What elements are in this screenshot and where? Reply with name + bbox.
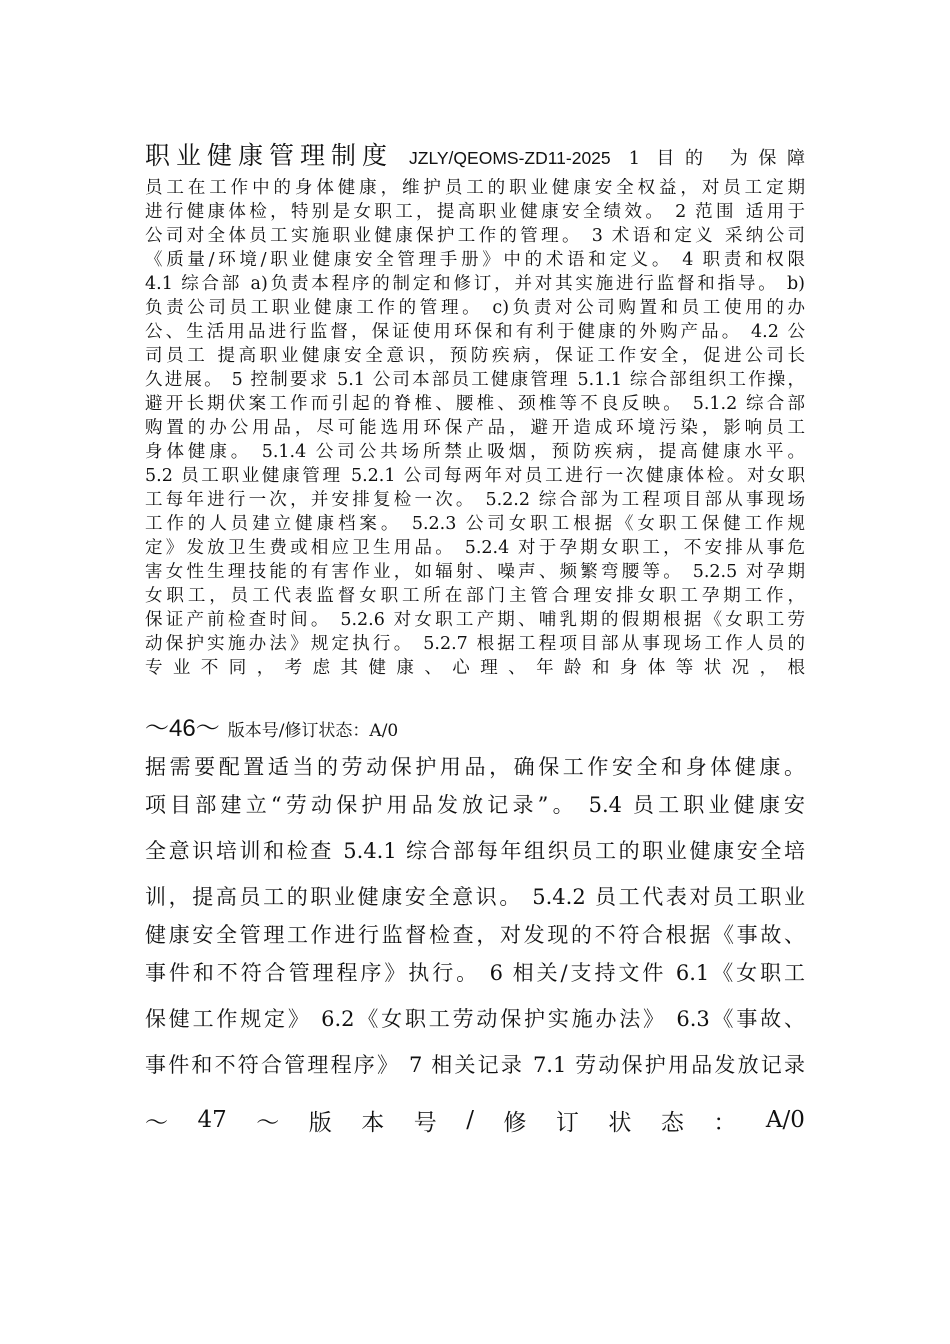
title-line-continuation: 1 目的 为保障 xyxy=(628,148,805,169)
page-number: 47 xyxy=(197,1107,227,1133)
version-status: 版本号/修订状态：A/0 xyxy=(227,721,399,741)
body-line: 专业不同，考虑其健康、心理、年龄和身体等状况，根 xyxy=(145,658,805,678)
document-code: JZLY/QEOMS-ZD11-2025 xyxy=(409,148,611,168)
body-line: 工每年进行一次，并安排复检一次。 5.2.2 综合部为工程项目部从事现场 xyxy=(145,490,805,510)
footer-glyph: 号 xyxy=(413,1109,437,1136)
body-line: 害女性生理技能的有害作业，如辐射、噪声、频繁弯腰等。 5.2.5 对孕期 xyxy=(145,562,805,582)
footer-glyph: ～ xyxy=(145,1109,168,1136)
footer-glyph: 订 xyxy=(555,1109,579,1136)
footer-glyph: ： xyxy=(713,1109,737,1136)
body-line: 4.1 综合部 a)负责本程序的制定和修订，并对其实施进行监督和指导。 b) xyxy=(145,274,805,294)
footer-glyph: 本 xyxy=(361,1109,385,1136)
footer-glyph: ～ xyxy=(256,1109,280,1136)
document-title: 职业健康管理制度 xyxy=(145,141,394,170)
body-line: 动保护实施办法》规定执行。 5.2.7 根据工程项目部从事现场工作人员的 xyxy=(145,634,805,654)
footer-glyph: 版 xyxy=(308,1109,332,1136)
body-line: 购置的办公用品，尽可能选用环保产品，避开造成环境污染，影响员工 xyxy=(145,418,805,438)
title-line xyxy=(145,136,805,170)
body-line: 公司对全体员工实施职业健康保护工作的管理。 3 术语和定义 采纳公司 xyxy=(145,226,805,246)
footer-glyph: 修 xyxy=(503,1109,527,1136)
page-footer-47 xyxy=(145,1100,805,1140)
body-line: 训，提高员工的职业健康安全意识。 5.4.2 员工代表对员工职业 xyxy=(145,885,805,909)
body-line: 保健工作规定》 6.2《女职工劳动保护实施办法》 6.3《事故、 xyxy=(145,1007,805,1031)
body-line: 项目部建立“劳动保护用品发放记录”。 5.4 员工职业健康安 xyxy=(145,793,805,817)
body-line: 进行健康体检，特别是女职工，提高职业健康安全绩效。 2 范围 适用于 xyxy=(145,202,805,222)
body-line: 健康安全管理工作进行监督检查，对发现的不符合根据《事故、 xyxy=(145,923,805,947)
body-line: 工作的人员建立健康档案。 5.2.3 公司女职工根据《女职工保健工作规 xyxy=(145,514,805,534)
page-number: ～46～ xyxy=(145,715,220,742)
body-line: 久进展。 5 控制要求 5.1 公司本部员工健康管理 5.1.1 综合部组织工作操， xyxy=(145,370,805,390)
body-line: 据需要配置适当的劳动保护用品，确保工作安全和身体健康。 xyxy=(145,755,805,779)
body-line: 事件和不符合管理程序》 7 相关记录 7.1 劳动保护用品发放记录 xyxy=(145,1053,805,1077)
footer-glyph: 态 xyxy=(660,1109,684,1136)
body-line: 事件和不符合管理程序》执行。 6 相关/支持文件 6.1《女职工 xyxy=(145,961,805,985)
page-footer-46 xyxy=(145,708,398,743)
body-line: 避开长期伏案工作而引起的脊椎、腰椎、颈椎等不良反映。 5.1.2 综合部 xyxy=(145,394,805,414)
body-line: 司员工 提高职业健康安全意识，预防疾病，保证工作安全，促进公司长 xyxy=(145,346,805,366)
body-line: 负责公司员工职业健康工作的管理。 c)负责对公司购置和员工使用的办 xyxy=(145,298,805,318)
body-line: 保证产前检查时间。 5.2.6 对女职工产期、哺乳期的假期根据《女职工劳 xyxy=(145,610,805,630)
footer-glyph: / xyxy=(466,1107,474,1133)
body-line: 5.2 员工职业健康管理 5.2.1 公司每两年对员工进行一次健康体检。对女职 xyxy=(145,466,805,486)
body-line: 身体健康。 5.1.4 公司公共场所禁止吸烟，预防疾病，提高健康水平。 xyxy=(145,442,805,462)
version-status: A/0 xyxy=(765,1107,805,1133)
body-line: 员工在工作中的身体健康，维护员工的职业健康安全权益，对员工定期 xyxy=(145,178,805,198)
footer-glyph: 状 xyxy=(608,1109,632,1136)
body-line: 全意识培训和检查 5.4.1 综合部每年组织员工的职业健康安全培 xyxy=(145,839,805,863)
body-line: 女职工，员工代表监督女职工所在部门主管合理安排女职工孕期工作， xyxy=(145,586,805,606)
body-line: 《质量/环境/职业健康安全管理手册》中的术语和定义。 4 职责和权限 xyxy=(145,250,805,270)
body-line: 公、生活用品进行监督，保证使用环保和有利于健康的外购产品。 4.2 公 xyxy=(145,322,805,342)
body-line: 定》发放卫生费或相应卫生用品。 5.2.4 对于孕期女职工，不安排从事危 xyxy=(145,538,805,558)
